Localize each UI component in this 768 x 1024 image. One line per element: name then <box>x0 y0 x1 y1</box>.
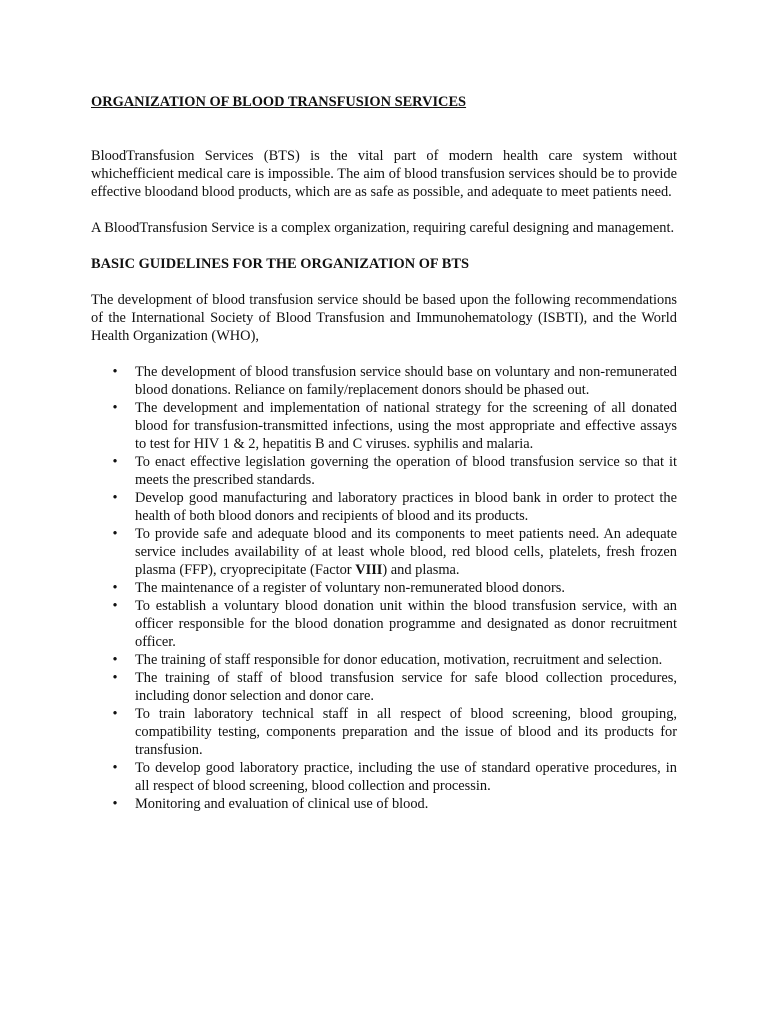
list-item <box>112 579 677 597</box>
bullet-icon: • <box>112 760 118 776</box>
list-item-text: To train laboratory technical staff in all respect of blood screening, blood grouping, compatibility testing, components preparation and the issue of blood and its products for transfusion. <box>135 706 677 758</box>
bullet-icon: • <box>112 796 118 812</box>
document-page <box>91 93 677 813</box>
list-item <box>112 525 677 579</box>
section-heading: BASIC GUIDELINES FOR THE ORGANIZATION OF BTS <box>91 256 469 272</box>
list-item-text: To establish a voluntary blood donation unit within the blood transfusion service, with an officer responsible for the blood donation programme and designated as donor recruitment officer. <box>135 598 677 650</box>
list-item-text: Monitoring and evaluation of clinical use of blood. <box>135 796 429 812</box>
bullet-icon: • <box>112 490 118 506</box>
list-item-text: The development and implementation of national strategy for the screening of all donated blood for transfusion-transmitted infections, using the most appropriate and effective assays to test for HIV 1 & 2, hepatitis B and C viruses. syphilis and malaria. <box>135 400 677 452</box>
list-item <box>112 453 677 489</box>
list-item-text: To develop good laboratory practice, including the use of standard operative procedures, in all respect of blood screening, blood collection and processin. <box>135 760 677 794</box>
intro-paragraph-1: BloodTransfusion Services (BTS) is the vital part of modern health care system without whichefficient medical care is impossible. The aim of blood transfusion services should be to provide effective bloodand blood products, which are as safe as possible, and adequate to meet patients need. <box>91 148 677 200</box>
bullet-icon: • <box>112 400 118 416</box>
guidelines-list <box>91 363 677 813</box>
document-title: ORGANIZATION OF BLOOD TRANSFUSION SERVICES <box>91 94 467 110</box>
bullet-icon: • <box>112 580 118 596</box>
list-item-text: The development of blood transfusion service should base on voluntary and non-remunerated blood donations. Reliance on family/replacement donors should be phased out. <box>135 364 677 398</box>
bullet-icon: • <box>112 652 118 668</box>
bullet-icon: • <box>112 364 118 380</box>
bullet-icon: • <box>112 454 118 470</box>
list-item <box>112 795 677 813</box>
list-item-text-part: ) and plasma. <box>382 562 460 578</box>
list-item-text: The maintenance of a register of voluntary non-remunerated blood donors. <box>135 580 565 596</box>
list-item <box>112 597 677 651</box>
list-item-text: Develop good manufacturing and laboratory practices in blood bank in order to protect the health of both blood donors and recipients of blood and its products. <box>135 490 677 524</box>
bullet-icon: • <box>112 526 118 542</box>
bullet-icon: • <box>112 706 118 722</box>
bullet-icon: • <box>112 670 118 686</box>
section-intro-paragraph: The development of blood transfusion service should be based upon the following recommendations of the International Society of Blood Transfusion and Immunohematology (ISBTI), and the World Health Organization (WHO), <box>91 292 677 344</box>
list-item-text-part: To provide safe and adequate blood and its components to meet patients need. An adequate service includes availability of at least whole blood, red blood cells, platelets, fresh frozen plasma (FFP), cryoprecipitate (Factor <box>135 526 677 578</box>
intro-paragraph-2: A BloodTransfusion Service is a complex organization, requiring careful designing and management. <box>91 220 675 236</box>
list-item <box>112 651 677 669</box>
factor-number: VIII <box>355 562 383 578</box>
bullet-icon: • <box>112 598 118 614</box>
list-item-text: The training of staff of blood transfusion service for safe blood collection procedures, including donor selection and donor care. <box>135 670 677 704</box>
list-item <box>112 705 677 759</box>
list-item <box>112 399 677 453</box>
list-item <box>112 363 677 399</box>
list-item <box>112 759 677 795</box>
list-item-text <box>135 526 677 578</box>
list-item-text: To enact effective legislation governing the operation of blood transfusion service so that it meets the prescribed standards. <box>135 454 677 488</box>
list-item <box>112 489 677 525</box>
list-item <box>112 669 677 705</box>
list-item-text: The training of staff responsible for donor education, motivation, recruitment and selection. <box>135 652 663 668</box>
